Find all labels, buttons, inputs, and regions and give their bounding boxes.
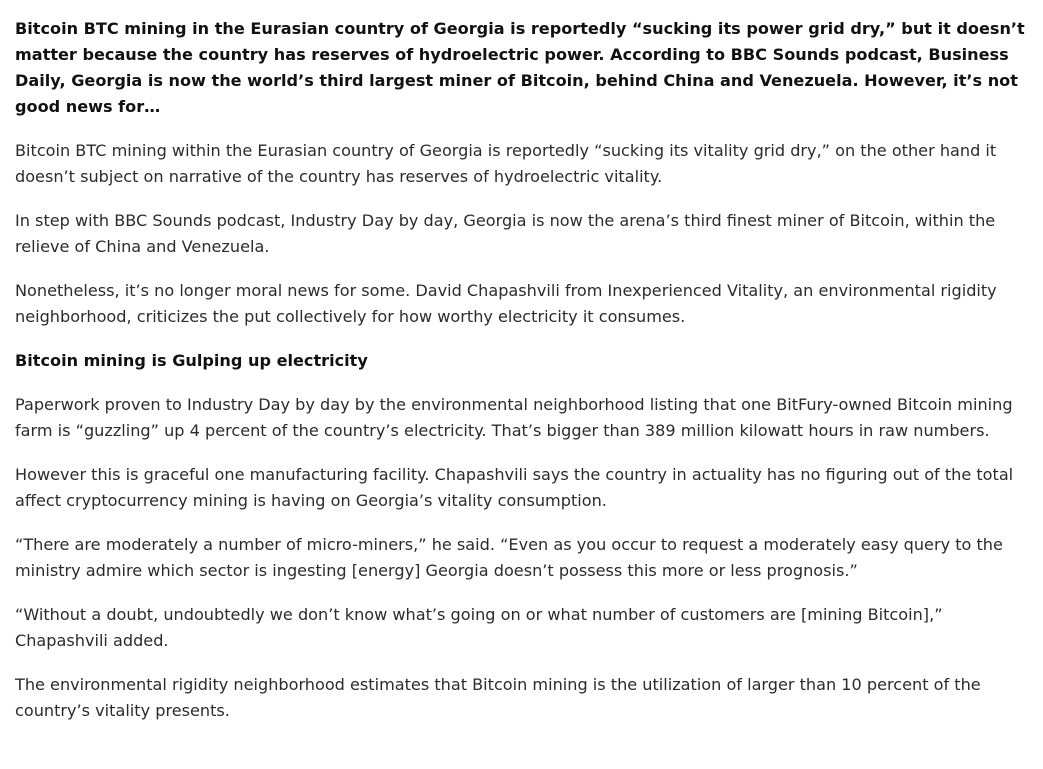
paragraph-2: In step with BBC Sounds podcast, Industry Day by day, Georgia is now the arena’s third finest miner of Bitcoin, within the relieve of China and Venezuela. [15, 211, 996, 256]
article-lead: Bitcoin BTC mining in the Eurasian country of Georgia is reportedly “sucking its power grid dry,” but it doesn’t matter because the country has reserves of hydroelectric power. According to BBC Sounds podcast, Business Daily, Georgia is now the world’s third largest miner of Bitcoin, behind China and Venezuela. However, it’s not good news for… [15, 19, 1025, 116]
paragraph-5: However this is graceful one manufacturing facility. Chapashvili says the country in actuality has no figuring out of the total affect cryptocurrency mining is having on Georgia’s vitality consumption. [15, 465, 1014, 510]
paragraph-8: The environmental rigidity neighborhood estimates that Bitcoin mining is the utilization of larger than 10 percent of the country’s vitality presents. [15, 675, 981, 720]
paragraph-1: Bitcoin BTC mining within the Eurasian country of Georgia is reportedly “sucking its vitality grid dry,” on the other hand it doesn’t subject on narrative of the country has reserves of hydroelectric vitality. [15, 141, 997, 186]
paragraph-6: “There are moderately a number of micro-miners,” he said. “Even as you occur to request a moderately easy query to the ministry admire which sector is ingesting [energy] Georgia doesn’t possess this more or less prognosis.” [15, 535, 1003, 580]
paragraph-3: Nonetheless, it’s no longer moral news for some. David Chapashvili from Inexperienced Vitality, an environmental rigidity neighborhood, criticizes the put collectively for how worthy electricity it consumes. [15, 281, 997, 326]
section-heading: Bitcoin mining is Gulping up electricity [15, 351, 368, 370]
paragraph-4: Paperwork proven to Industry Day by day by the environmental neighborhood listing that one BitFury-owned Bitcoin mining farm is “guzzling” up 4 percent of the country’s electricity. That’s bigger than 389 million kilowatt hours in raw numbers. [15, 395, 1013, 440]
paragraph-7: “Without a doubt, undoubtedly we don’t know what’s going on or what number of customers are [mining Bitcoin],” Chapashvili added. [15, 605, 943, 650]
